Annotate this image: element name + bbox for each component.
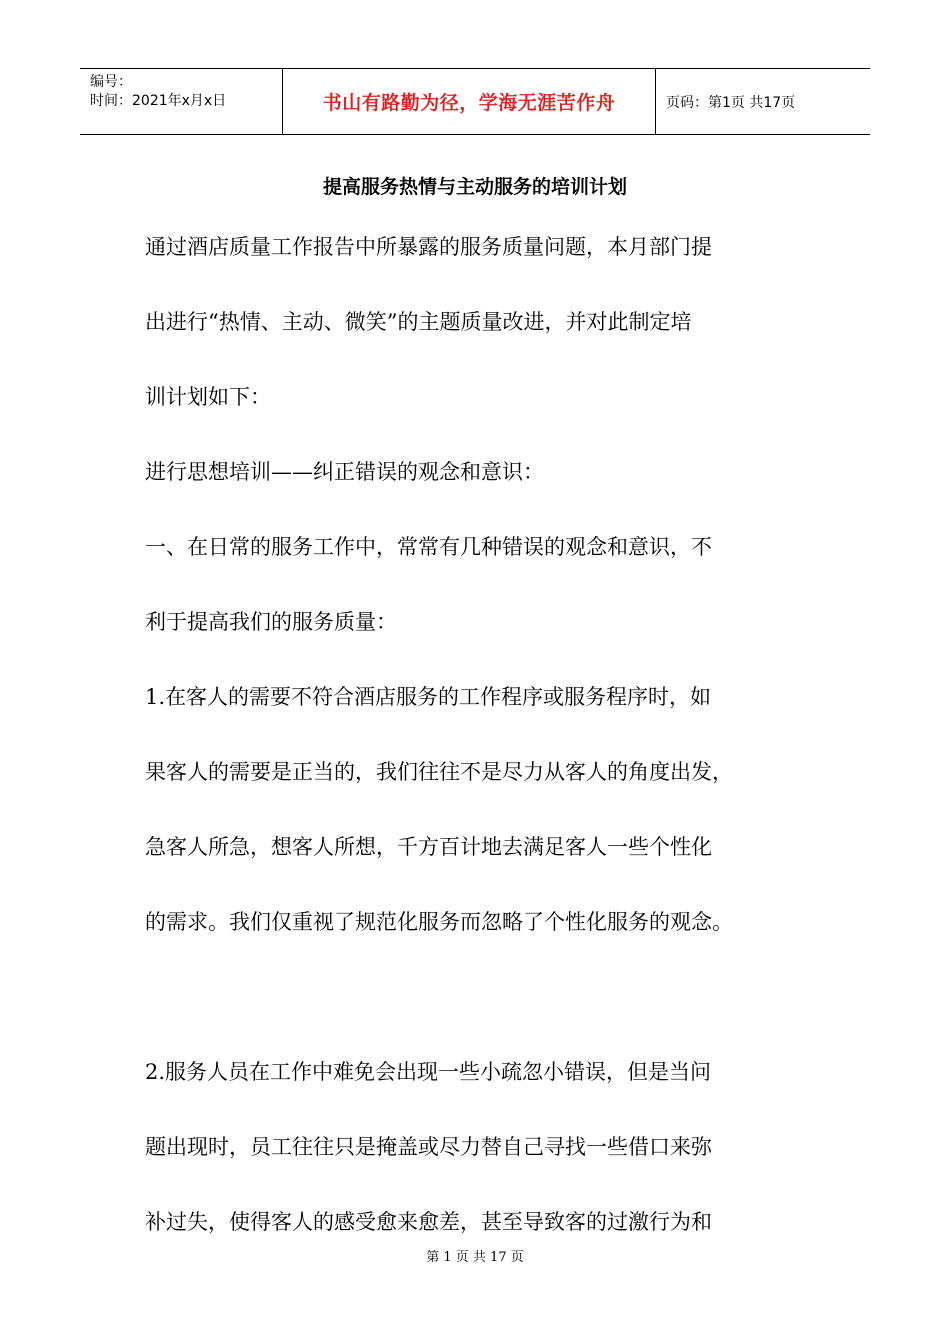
header-meta-cell [80,69,283,134]
header-table [80,68,870,135]
body-line: 一、在日常的服务工作中，常常有几种错误的观念和意识，不 [145,535,712,559]
document-title: 提高服务热情与主动服务的培训计划 [322,176,627,198]
body-line: 补过失，使得客人的感受愈来愈差，甚至导致客的过激行为和 [145,1210,712,1234]
body-line: 急客人所急，想客人所想，千方百计地去满足客人一些个性化 [145,835,712,859]
body-line: 训计划如下： [145,385,271,409]
body-line: 通过酒店质量工作报告中所暴露的服务质量问题，本月部门提 [145,235,712,259]
document-date-label: 时间：2021年x月x日 [90,93,227,109]
body-line: 1.在客人的需要不符合酒店服务的工作程序或服务程序时，如 [145,685,712,709]
header-page-info: 页码：第1页 共17页 [666,94,796,111]
body-line: 2.服务人员在工作中难免会出现一些小疏忽小错误，但是当问 [145,1060,712,1084]
paragraph-gap [145,960,810,1035]
body-line: 进行思想培训——纠正错误的观念和意识： [145,460,544,484]
body-line: 利于提高我们的服务质量： [145,610,397,634]
body-line: 果客人的需要是正当的，我们往往不是尽力从客人的角度出发， [145,760,733,784]
document-number-label: 编号： [90,74,132,90]
header-page-cell [656,69,870,134]
document-body [145,210,810,1260]
header-motto: 书山有路勤为径，学海无涯苦作舟 [322,92,616,114]
page-footer: 第 1 页 共 17 页 [426,1250,524,1265]
header-motto-cell [283,69,656,134]
body-line: 的需求。我们仅重视了规范化服务而忽略了个性化服务的观念。 [145,910,733,934]
body-line: 题出现时，员工往往只是掩盖或尽力替自己寻找一些借口来弥 [145,1135,712,1159]
body-line: 出进行“热情、主动、微笑”的主题质量改进，并对此制定培 [145,310,692,334]
